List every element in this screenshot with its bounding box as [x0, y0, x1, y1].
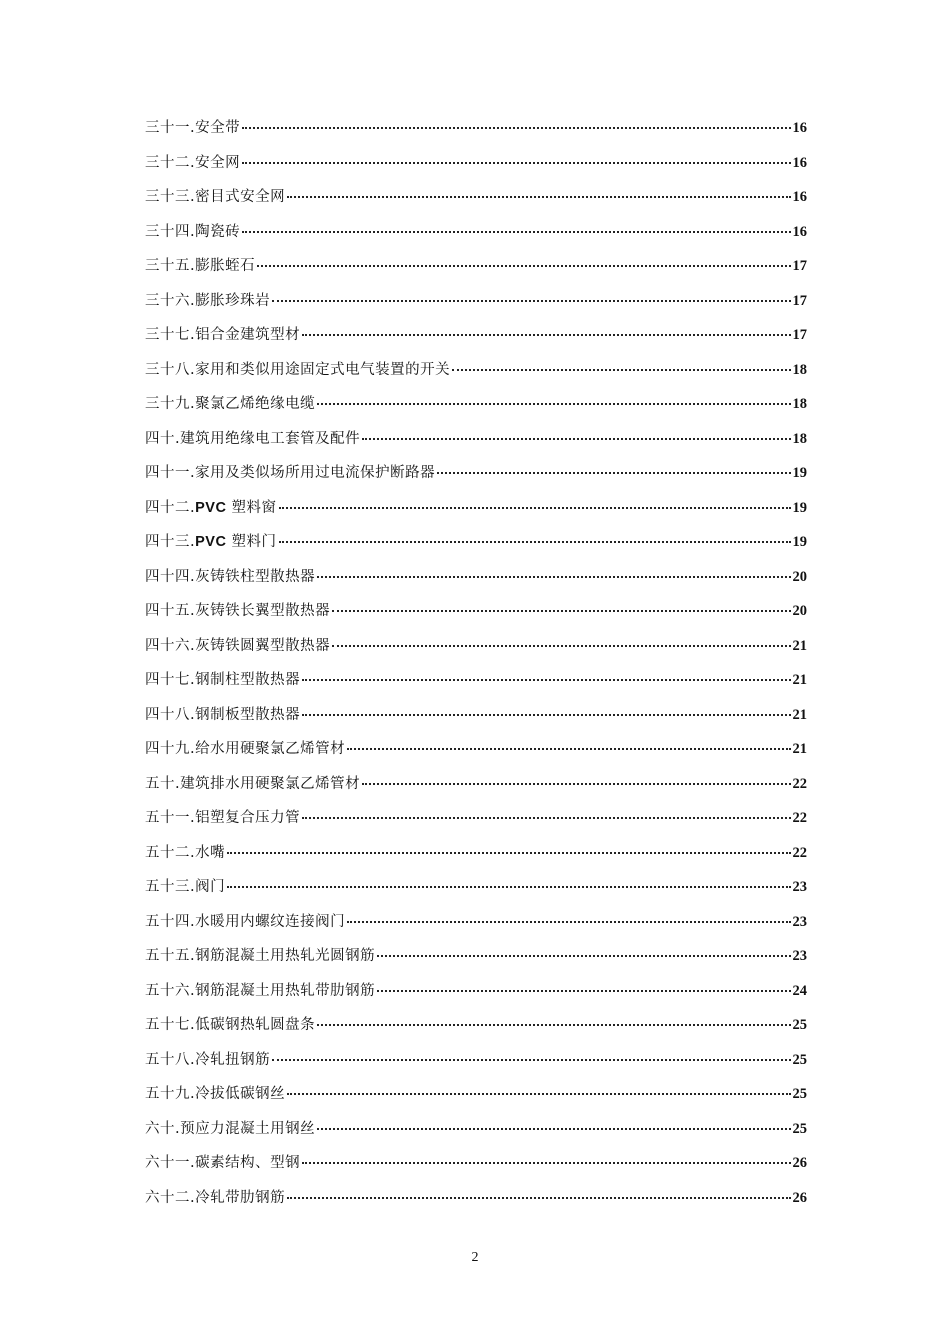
toc-entry[interactable]: [145, 565, 807, 600]
toc-entry-page: 22: [792, 844, 807, 861]
toc-entry[interactable]: [145, 668, 807, 703]
toc-entry-page: 18: [792, 396, 807, 412]
toc-entry-title: 膨胀蛭石: [195, 258, 256, 274]
toc-entry-number: 六十一.: [145, 1155, 196, 1171]
toc-entry-title: 密目式安全网: [195, 189, 286, 205]
toc-entry-page: 22: [792, 810, 807, 826]
toc-entry-title: 给水用硬聚氯乙烯管材: [195, 741, 346, 757]
toc-entry-number: 四十六.: [145, 637, 196, 654]
toc-entry-number: 四十三.: [145, 534, 196, 550]
dot-leader: [302, 817, 790, 819]
toc-entry-page: 16: [792, 120, 807, 136]
dot-leader: [227, 852, 790, 854]
toc-entry-number: 三十三.: [145, 189, 196, 205]
toc-entry-number: 三十四.: [145, 223, 196, 240]
dot-leader: [279, 507, 791, 509]
dot-leader: [302, 1162, 790, 1164]
toc-entry-title: 陶瓷砖: [195, 223, 241, 240]
toc-entry-title: 灰铸铁柱型散热器: [195, 568, 316, 585]
toc-entry-title-text: 塑料门: [226, 534, 277, 550]
toc-entry-number: 三十二.: [145, 154, 196, 171]
toc-entry[interactable]: [145, 1151, 807, 1186]
dot-leader: [257, 265, 790, 267]
dot-leader: [242, 127, 790, 129]
dot-leader: [377, 955, 790, 957]
toc-entry-number: 四十二.: [145, 499, 196, 516]
toc-entry[interactable]: [145, 634, 807, 669]
toc-entry[interactable]: [145, 1013, 807, 1048]
toc-entry[interactable]: [145, 979, 807, 1014]
toc-entry[interactable]: [145, 1082, 807, 1117]
toc-entry[interactable]: [145, 1117, 807, 1152]
toc-entry-title: 铝合金建筑型材: [195, 327, 301, 343]
toc-entry-page: 25: [792, 1017, 807, 1033]
toc-entry[interactable]: [145, 323, 807, 358]
dot-leader: [272, 300, 790, 302]
toc-entry-title: 建筑排水用硬聚氯乙烯管材: [180, 775, 361, 792]
toc-entry-title-prefix: PVC: [195, 499, 227, 516]
dot-leader: [317, 1024, 790, 1026]
toc-entry-title: 安全网: [195, 154, 241, 171]
toc-entry-title: 预应力混凝土用钢丝: [180, 1120, 316, 1137]
toc-entry-number: 四十九.: [145, 741, 196, 757]
dot-leader: [437, 472, 790, 474]
toc-entry-page: 16: [792, 223, 807, 240]
toc-entry-page: 18: [792, 430, 807, 447]
toc-entry-page: 19: [792, 499, 807, 516]
table-of-contents: [145, 116, 807, 1220]
toc-entry-number: 五十四.: [145, 913, 196, 930]
dot-leader: [302, 714, 790, 716]
toc-entry[interactable]: [145, 116, 807, 151]
toc-entry[interactable]: [145, 496, 807, 531]
page-number: 2: [471, 1250, 479, 1265]
toc-entry-page: 25: [792, 1120, 807, 1137]
toc-entry-page: 21: [792, 672, 807, 688]
toc-entry[interactable]: [145, 151, 807, 186]
toc-entry-title: 安全带: [195, 120, 241, 136]
toc-entry-title: 水嘴: [195, 844, 226, 861]
dot-leader: [452, 369, 790, 371]
toc-entry[interactable]: [145, 220, 807, 255]
dot-leader: [287, 1197, 790, 1199]
toc-entry-number: 五十.: [145, 775, 181, 792]
toc-entry-number: 三十八.: [145, 361, 196, 378]
toc-entry[interactable]: [145, 1186, 807, 1221]
toc-entry-title: [195, 530, 276, 554]
toc-entry-page: 17: [792, 327, 807, 343]
toc-entry-number: 三十七.: [145, 327, 196, 343]
toc-entry-page: 26: [792, 1155, 807, 1171]
toc-entry-number: 五十二.: [145, 844, 196, 861]
toc-entry-title: 灰铸铁圆翼型散热器: [195, 637, 331, 654]
toc-entry[interactable]: [145, 910, 807, 945]
toc-entry-title-text: 塑料窗: [226, 499, 277, 516]
dot-leader: [242, 231, 790, 233]
toc-entry-number: 四十四.: [145, 568, 196, 585]
toc-entry[interactable]: [145, 358, 807, 393]
toc-entry-title: 钢制板型散热器: [195, 706, 301, 723]
toc-entry-page: 19: [792, 465, 807, 481]
toc-entry[interactable]: [145, 737, 807, 772]
dot-leader: [242, 162, 790, 164]
toc-entry-number: 四十七.: [145, 672, 196, 688]
toc-entry-page: 21: [792, 706, 807, 723]
toc-entry-page: 23: [792, 913, 807, 930]
toc-entry[interactable]: [145, 841, 807, 876]
toc-entry-title: 冷轧扭钢筋: [195, 1051, 271, 1068]
toc-entry-page: 19: [792, 534, 807, 550]
toc-entry-title: 冷拔低碳钢丝: [195, 1086, 286, 1102]
toc-entry[interactable]: [145, 875, 807, 910]
dot-leader: [377, 990, 790, 992]
toc-entry-page: 20: [792, 568, 807, 585]
dot-leader: [272, 1059, 790, 1061]
toc-entry-title: 钢制柱型散热器: [195, 672, 301, 688]
toc-entry-title: 建筑用绝缘电工套管及配件: [180, 430, 361, 447]
toc-entry-page: 21: [792, 741, 807, 757]
toc-entry[interactable]: [145, 530, 807, 565]
toc-entry-page: 17: [792, 292, 807, 309]
toc-entry[interactable]: [145, 1048, 807, 1083]
toc-entry-title-prefix: PVC: [195, 534, 227, 550]
toc-entry-title: 冷轧带肋钢筋: [195, 1189, 286, 1206]
dot-leader: [287, 196, 790, 198]
toc-entry-title: 阀门: [195, 879, 226, 895]
toc-entry-number: 五十九.: [145, 1086, 196, 1102]
toc-entry-number: 三十五.: [145, 258, 196, 274]
dot-leader: [302, 679, 790, 681]
toc-entry-number: 五十一.: [145, 810, 196, 826]
dot-leader: [227, 886, 790, 888]
toc-entry[interactable]: [145, 427, 807, 462]
toc-entry-title: 家用和类似用途固定式电气装置的开关: [195, 361, 451, 378]
toc-entry-page: 23: [792, 948, 807, 964]
dot-leader: [362, 438, 790, 440]
toc-entry-number: 四十五.: [145, 603, 196, 619]
dot-leader: [347, 921, 790, 923]
dot-leader: [287, 1093, 790, 1095]
toc-entry-page: 18: [792, 361, 807, 378]
toc-entry-number: 五十八.: [145, 1051, 196, 1068]
toc-entry-number: 三十九.: [145, 396, 196, 412]
toc-entry-page: 25: [792, 1086, 807, 1102]
toc-entry-title: 灰铸铁长翼型散热器: [195, 603, 331, 619]
dot-leader: [332, 645, 790, 647]
toc-entry-page: 21: [792, 637, 807, 654]
toc-entry-title: 碳素结构、型钢: [195, 1155, 301, 1171]
dot-leader: [332, 610, 790, 612]
toc-entry-title: 钢筋混凝土用热轧带肋钢筋: [195, 982, 376, 999]
toc-entry[interactable]: [145, 392, 807, 427]
toc-entry[interactable]: [145, 772, 807, 807]
toc-entry-number: 四十一.: [145, 465, 196, 481]
toc-entry[interactable]: [145, 806, 807, 841]
toc-entry-number: 五十三.: [145, 879, 196, 895]
toc-entry-title: 水暖用内螺纹连接阀门: [195, 913, 346, 930]
toc-entry-number: 五十六.: [145, 982, 196, 999]
toc-entry-title: 低碳钢热轧圆盘条: [195, 1017, 316, 1033]
toc-entry-number: 六十二.: [145, 1189, 196, 1206]
toc-entry-page: 24: [792, 982, 807, 999]
toc-entry[interactable]: [145, 703, 807, 738]
dot-leader: [317, 403, 790, 405]
toc-entry[interactable]: [145, 254, 807, 289]
toc-entry-number: 五十五.: [145, 948, 196, 964]
toc-entry-page: 17: [792, 258, 807, 274]
toc-entry[interactable]: [145, 944, 807, 979]
toc-entry-title: [195, 496, 276, 520]
toc-entry[interactable]: [145, 185, 807, 220]
toc-entry-title: 钢筋混凝土用热轧光圆钢筋: [195, 948, 376, 964]
toc-entry-title: 聚氯乙烯绝缘电缆: [195, 396, 316, 412]
toc-entry-title: 家用及类似场所用过电流保护断路器: [195, 465, 436, 481]
dot-leader: [362, 783, 790, 785]
toc-entry-page: 16: [792, 154, 807, 171]
dot-leader: [279, 541, 791, 543]
toc-entry-number: 四十八.: [145, 706, 196, 723]
toc-entry-number: 三十一.: [145, 120, 196, 136]
toc-entry-title: 膨胀珍珠岩: [195, 292, 271, 309]
toc-entry-number: 三十六.: [145, 292, 196, 309]
dot-leader: [347, 748, 790, 750]
toc-entry-title: 铝塑复合压力管: [195, 810, 301, 826]
toc-entry-page: 22: [792, 775, 807, 792]
dot-leader: [317, 576, 790, 578]
toc-entry-page: 20: [792, 603, 807, 619]
toc-entry[interactable]: [145, 599, 807, 634]
toc-entry[interactable]: [145, 461, 807, 496]
dot-leader: [317, 1128, 790, 1130]
toc-entry[interactable]: [145, 289, 807, 324]
toc-entry-page: 26: [792, 1189, 807, 1206]
toc-entry-number: 六十.: [145, 1120, 181, 1137]
toc-entry-page: 23: [792, 879, 807, 895]
toc-entry-number: 四十.: [145, 430, 181, 447]
toc-entry-page: 16: [792, 189, 807, 205]
toc-entry-number: 五十七.: [145, 1017, 196, 1033]
toc-entry-page: 25: [792, 1051, 807, 1068]
dot-leader: [302, 334, 790, 336]
